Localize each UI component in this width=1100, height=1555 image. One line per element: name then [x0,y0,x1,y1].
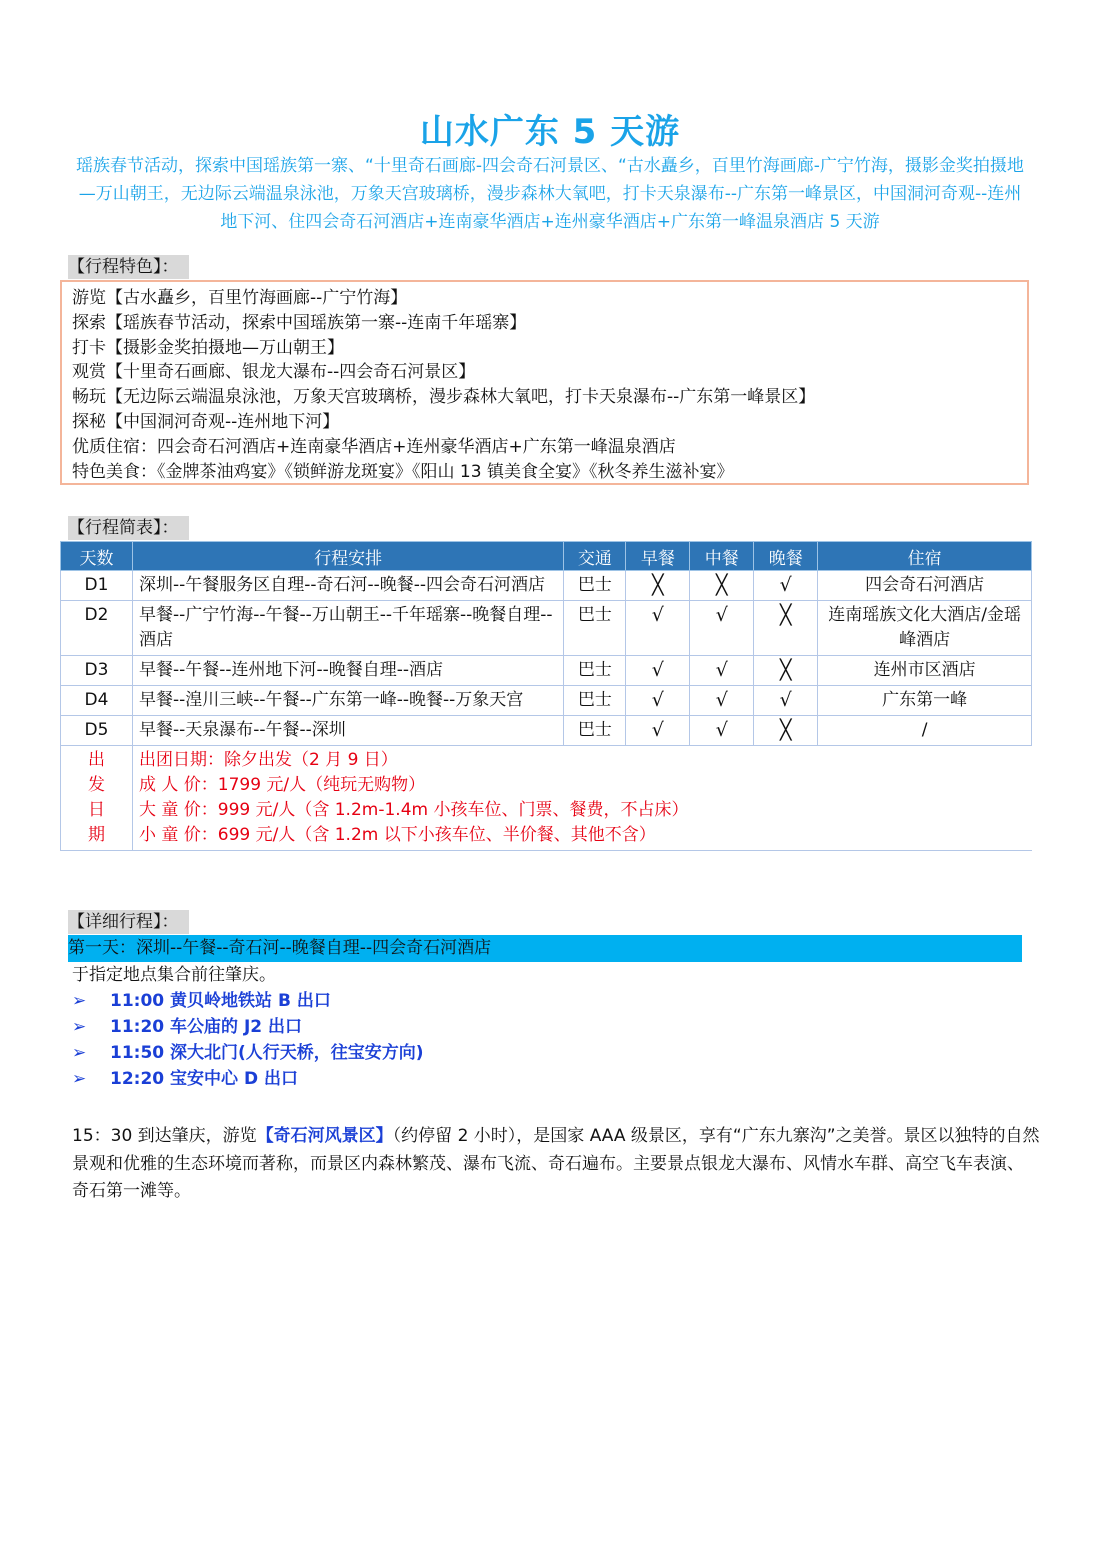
cell-lunch: √ [690,601,754,656]
cell-plan: 早餐--湟川三峡--午餐--广东第一峰--晚餐--万象天宫 [132,686,563,716]
cell-breakfast: √ [626,601,690,656]
cell-lunch: √ [690,686,754,716]
cell-day: D1 [61,571,133,601]
header-dinner: 晚餐 [754,542,818,571]
cell-dinner: ╳ [754,601,818,656]
cell-breakfast: √ [626,686,690,716]
detail-label: 【详细行程】： [68,910,189,934]
cell-plan: 深圳--午餐服务区自理--奇石河--晚餐--四会奇石河酒店 [132,571,563,601]
para-after: （约停留 2 小时），是国家 AAA 级景区，享有“广东九寨沟”之美誉。景区以独特的自然景观和优雅的生态环境而著称，而景区内森林繁茂、瀑布飞流、奇石遍布。主要景点银龙大瀑布、风情水车群、高空飞车表演、奇石第一滩等。 [72,1126,1040,1201]
schedule-label: 【行程简表】： [68,516,189,540]
table-row [61,686,1032,716]
table-row [61,716,1032,746]
cell-dinner: ╳ [754,656,818,686]
cell-hotel: 连州市区酒店 [818,656,1032,686]
arrow-bullet-icon: ➢ [72,991,87,1011]
day1-title-bar: 第一天：深圳--午餐--奇石河--晚餐自理--四会奇石河酒店 [68,935,1022,962]
older-child-price: 大 童 价：999 元/人（含 1.2m-1.4m 小孩车位、门票、餐费，不占床） [138,800,689,820]
page-subtitle: 瑶族春节活动，探索中国瑶族第一寨、“十里奇石画廊-四会奇石河景区、“古水矗乡，百里竹海画廊-广宁竹海，摄影金奖拍摄地—万山朝王，无边际云端温泉泳池，万象天宫玻璃桥，漫步森林大氧吧，打卡天泉瀑布--广东第一峰景区，中国洞河奇观--连州地下河、住四会奇石河酒店+连南豪华酒店+连州豪华酒店+广东第一峰温泉酒店 5 天游 [76,156,1024,232]
cell-hotel: / [818,716,1032,746]
page-title: 山水广东 5 天游 [419,112,681,152]
pickup-item [72,1014,302,1040]
cell-day: D5 [61,716,133,746]
pickup-text: 11:20 车公庙的 J2 出口 [110,1017,303,1037]
header-plan: 行程安排 [132,542,563,571]
cell-day: D2 [61,601,133,656]
feature-line: 畅玩【无边际云端温泉泳池，万象天宫玻璃桥，漫步森林大氧吧，打卡天泉瀑布--广东第一峰景区】 [72,387,816,408]
cell-day: D4 [61,686,133,716]
header-hotel: 住宿 [818,542,1032,571]
scenic-description [72,1123,1040,1206]
arrow-bullet-icon: ➢ [72,1043,87,1063]
cell-plan: 早餐--天泉瀑布--午餐--深圳 [132,716,563,746]
cell-transport: 巴士 [564,601,626,656]
features-box [60,280,1029,485]
departure-date: 出团日期：除夕出发（2 月 9 日） [138,750,398,770]
header-lunch: 中餐 [690,542,754,571]
header-day: 天数 [61,542,133,571]
cell-transport: 巴士 [564,571,626,601]
feature-line: 游览【古水矗乡，百里竹海画廊--广宁竹海】 [72,288,408,308]
pickup-item [72,1040,424,1066]
departure-label-char: 期 [87,825,105,845]
cell-dinner: √ [754,571,818,601]
cell-lunch: √ [690,716,754,746]
cell-transport: 巴士 [564,686,626,716]
pickup-text: 11:00 黄贝岭地铁站 B 出口 [110,991,331,1011]
cell-breakfast: ╳ [626,571,690,601]
table-row [61,656,1032,686]
pickup-item [72,988,331,1014]
cell-plan: 早餐--广宁竹海--午餐--万山朝王--千年瑶寨--晚餐自理--酒店 [132,601,563,656]
cell-lunch: ╳ [690,571,754,601]
cell-hotel: 四会奇石河酒店 [818,571,1032,601]
young-child-price: 小 童 价：699 元/人（含 1.2m 以下小孩车位、半价餐、其他不含） [138,825,656,845]
adult-price: 成 人 价：1799 元/人（纯玩无购物） [138,775,426,795]
features-label: 【行程特色】： [68,255,189,279]
departure-label-char: 发 [87,775,105,795]
schedule-table [60,541,1032,851]
table-row [61,571,1032,601]
cell-breakfast: √ [626,716,690,746]
cell-dinner: √ [754,686,818,716]
table-row [61,601,1032,656]
cell-transport: 巴士 [564,716,626,746]
feature-line: 探秘【中国洞河奇观--连州地下河】 [72,411,340,432]
cell-dinner: ╳ [754,716,818,746]
scenic-highlight: 【奇石河风景区】 [256,1126,393,1146]
cell-hotel: 连南瑶族文化大酒店/金瑶峰酒店 [818,601,1032,656]
cell-transport: 巴士 [564,656,626,686]
header-breakfast: 早餐 [626,542,690,571]
cell-plan: 早餐--午餐--连州地下河--晚餐自理--酒店 [132,656,563,686]
arrow-bullet-icon: ➢ [72,1069,87,1089]
cell-hotel: 广东第一峰 [818,686,1032,716]
day1-intro: 于指定地点集合前往肇庆。 [72,965,276,985]
departure-label [61,746,133,851]
para-before: 15：30 到达肇庆，游览 [72,1126,257,1146]
pickup-text: 12:20 宝安中心 D 出口 [110,1069,298,1089]
cell-lunch: √ [690,656,754,686]
departure-label-char: 日 [87,800,105,820]
cell-breakfast: √ [626,656,690,686]
departure-label-char: 出 [87,750,105,770]
arrow-bullet-icon: ➢ [72,1017,87,1037]
departure-row [61,746,1032,851]
feature-line: 优质住宿：四会奇石河酒店+连南豪华酒店+连州豪华酒店+广东第一峰温泉酒店 [72,436,676,457]
table-header-row [61,542,1032,571]
cell-day: D3 [61,656,133,686]
feature-line: 打卡【摄影金奖拍摄地—万山朝王】 [72,337,344,358]
feature-line: 探索【瑶族春节活动，探索中国瑶族第一寨--连南千年瑶寨】 [72,312,527,333]
feature-line: 特色美食：《金牌茶油鸡宴》《锁鲜游龙斑宴》《阳山 13 镇美食全宴》《秋冬养生滋补宴》 [72,461,734,482]
feature-line: 观赏【十里奇石画廊、银龙大瀑布--四会奇石河景区】 [72,362,476,383]
pickup-text: 11:50 深大北门(人行天桥，往宝安方向) [110,1043,424,1063]
pickup-item [72,1066,298,1092]
header-transport: 交通 [564,542,626,571]
departure-info [132,746,1031,851]
